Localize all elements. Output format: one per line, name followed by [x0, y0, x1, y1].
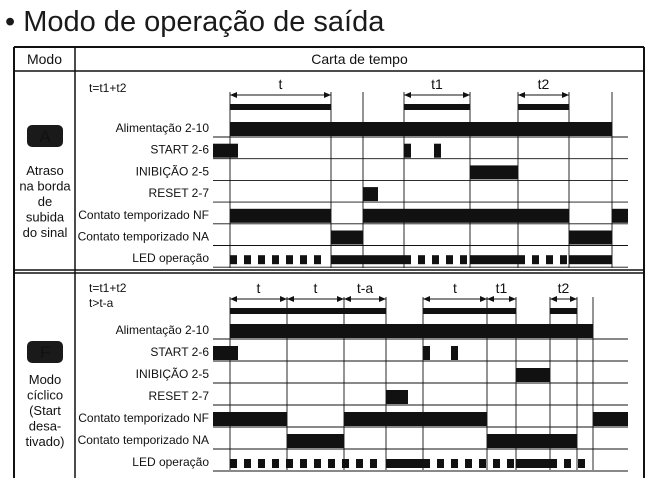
signal-label: Contato temporizado NA: [77, 229, 209, 244]
mode-description-line: do sinal: [22, 225, 68, 240]
signal-label: Contato temporizado NF: [78, 207, 209, 222]
interval-bar: [344, 308, 386, 314]
interval-label: t2: [537, 76, 550, 92]
interval-bar: [287, 308, 344, 314]
interval-arrow-left: [344, 296, 351, 302]
interval-bar: [550, 308, 577, 314]
led-pulse: [342, 459, 349, 468]
led-pulse: [451, 459, 458, 468]
signal-high-segment: [386, 390, 408, 404]
led-pulse: [460, 255, 467, 264]
led-pulse: [244, 255, 251, 264]
led-pulse: [404, 255, 411, 264]
mode-description-line: de: [37, 194, 53, 209]
mode-description-line: Modo: [28, 372, 62, 387]
signal-label: START 2-6: [150, 345, 209, 359]
led-solid-segment: [470, 255, 518, 264]
signal-high-segment: [213, 144, 238, 158]
signal-label: START 2-6: [150, 142, 209, 157]
interval-arrow-right: [324, 92, 331, 98]
interval-bar: [230, 104, 331, 110]
led-pulse: [230, 459, 237, 468]
led-pulse: [286, 459, 293, 468]
mode-description-line: subida: [25, 209, 65, 225]
mode-description-line: na borda: [19, 178, 71, 194]
signal-label: Alimentação 2-10: [115, 121, 209, 135]
signal-high-segment: [213, 346, 238, 360]
led-pulse: [532, 255, 539, 264]
signal-high-segment: [434, 144, 441, 158]
signal-high-segment: [423, 346, 430, 360]
mode-description-line: (Start: [29, 403, 61, 418]
signal-label: Alimentação 2-10: [115, 323, 209, 337]
signal-label: Contato temporizado NA: [77, 433, 209, 447]
interval-label: t: [313, 280, 318, 296]
signal-label: RESET 2-7: [148, 186, 209, 201]
signal-high-segment: [230, 209, 331, 223]
mode-description-line: Atraso: [26, 163, 64, 178]
led-pulse: [244, 459, 251, 468]
interval-arrow-right: [463, 92, 470, 98]
interval-arrow-left: [550, 296, 557, 302]
led-pulse: [550, 459, 557, 468]
led-pulse: [272, 459, 279, 468]
led-pulse: [230, 255, 237, 264]
signal-high-segment: [593, 412, 628, 426]
led-pulse: [300, 459, 307, 468]
interval-arrow-left: [287, 296, 294, 302]
interval-arrow-left: [518, 92, 525, 98]
signal-high-segment: [230, 324, 593, 338]
led-pulse: [432, 255, 439, 264]
led-solid-segment: [386, 459, 423, 468]
interval-arrow-right: [480, 296, 487, 302]
interval-bar: [487, 308, 516, 314]
led-pulse: [314, 255, 321, 264]
mode-badge-letter: A: [39, 127, 51, 146]
interval-arrow-right: [280, 296, 287, 302]
mode-badge-letter: F: [39, 343, 51, 362]
led-pulse: [437, 459, 444, 468]
signal-high-segment: [331, 231, 363, 245]
mode-column-header: Modo: [26, 51, 63, 67]
led-pulse: [493, 459, 500, 468]
interval-label: t2: [557, 280, 570, 296]
signal-label: LED operação: [132, 251, 209, 266]
led-solid-segment: [569, 255, 612, 264]
interval-label: t1: [431, 76, 443, 92]
led-solid-segment: [331, 255, 404, 264]
led-pulse: [258, 459, 265, 468]
signal-high-segment: [287, 434, 344, 448]
interval-arrow-left: [230, 296, 237, 302]
mode-description-line: desa-: [28, 418, 62, 434]
chart-column-header: Carta de tempo: [311, 51, 408, 67]
led-pulse: [286, 255, 293, 264]
interval-label: t1: [495, 280, 508, 296]
led-solid-segment: [516, 459, 550, 468]
mode-description-line: tivado): [25, 434, 65, 449]
interval-arrow-right: [562, 92, 569, 98]
signal-label: Contato temporizado NF: [78, 411, 209, 425]
led-pulse: [560, 255, 567, 264]
signal-high-segment: [516, 368, 550, 382]
led-pulse: [479, 459, 486, 468]
signal-high-segment: [470, 165, 518, 179]
led-pulse: [272, 255, 279, 264]
signal-high-segment: [213, 412, 287, 426]
signal-high-segment: [569, 231, 612, 245]
led-pulse: [465, 459, 472, 468]
signal-high-segment: [363, 187, 378, 201]
interval-bar: [404, 104, 470, 110]
led-pulse: [423, 459, 430, 468]
signal-high-segment: [363, 209, 569, 223]
signal-high-segment: [451, 346, 458, 360]
interval-arrow-left: [404, 92, 411, 98]
signal-high-segment: [344, 412, 487, 426]
interval-arrow-right: [509, 296, 516, 302]
formula-text: t=t1+t2: [89, 281, 127, 295]
signal-high-segment: [404, 144, 411, 158]
led-pulse: [546, 255, 553, 264]
led-pulse: [370, 459, 377, 468]
formula-text: t=t1+t2: [89, 81, 127, 95]
interval-arrow-left: [230, 92, 237, 98]
interval-label: t: [278, 76, 283, 92]
page-title: • Modo de operação de saída: [5, 6, 385, 38]
interval-arrow-right: [379, 296, 386, 302]
formula-text: t>t-a: [89, 296, 114, 310]
led-pulse: [564, 459, 571, 468]
interval-arrow-right: [570, 296, 577, 302]
interval-label: t-a: [356, 280, 374, 296]
interval-bar: [518, 104, 569, 110]
led-pulse: [446, 255, 453, 264]
interval-arrow-right: [337, 296, 344, 302]
signal-high-segment: [487, 434, 577, 448]
led-pulse: [328, 459, 335, 468]
signal-high-segment: [612, 209, 628, 223]
interval-bar: [230, 308, 287, 314]
signal-label: LED operação: [132, 455, 209, 469]
led-pulse: [258, 255, 265, 264]
interval-arrow-left: [487, 296, 494, 302]
led-pulse: [356, 459, 363, 468]
interval-arrow-left: [423, 296, 430, 302]
signal-label: INIBIÇÃO 2-5: [135, 164, 209, 179]
led-pulse: [507, 459, 514, 468]
interval-label: t: [256, 280, 261, 296]
interval-bar: [423, 308, 487, 314]
signal-label: RESET 2-7: [148, 389, 209, 403]
led-pulse: [418, 255, 425, 264]
led-pulse: [578, 459, 585, 468]
interval-label: t: [453, 280, 457, 296]
signal-high-segment: [230, 122, 612, 136]
led-pulse: [314, 459, 321, 468]
signal-label: INIBIÇÃO 2-5: [135, 367, 209, 381]
led-pulse: [518, 255, 525, 264]
led-pulse: [300, 255, 307, 264]
mode-description-line: cíclico: [26, 387, 64, 403]
